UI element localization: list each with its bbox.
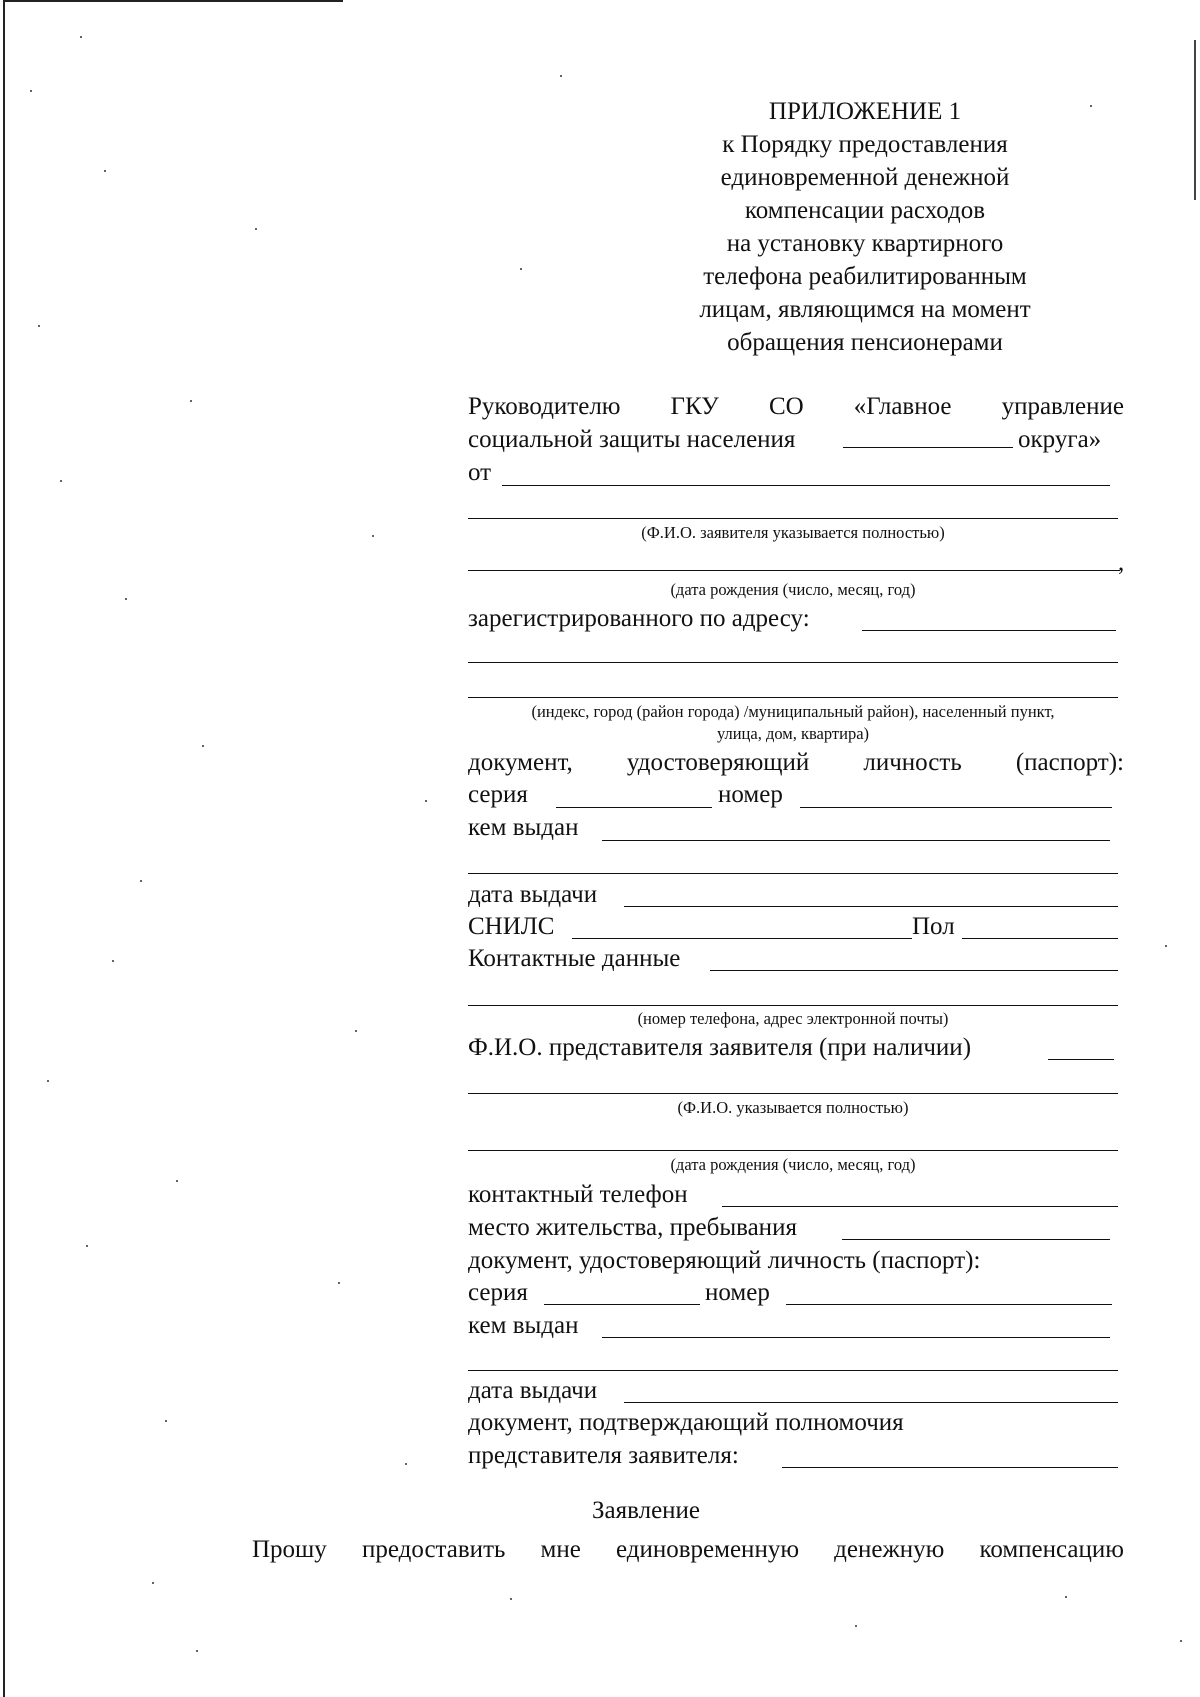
appendix-header: [640, 95, 1090, 359]
scan-speckle: [855, 1625, 857, 1627]
applicant-name-field[interactable]: [502, 485, 1110, 486]
rep-id-doc-label: документ, удостоверяющий личность (паспорт):: [468, 1247, 981, 1274]
snils-label: СНИЛС: [468, 913, 555, 940]
appendix-line: телефона реабилитированным: [703, 263, 1027, 290]
rep-fio-field[interactable]: [1048, 1059, 1114, 1060]
scan-speckle: [355, 1030, 357, 1032]
gender-field[interactable]: [962, 938, 1118, 939]
addressee-line-2-left: социальной защиты населения: [468, 426, 796, 453]
addressee-line-2-right: округа»: [1018, 426, 1102, 453]
registered-address-label: зарегистрированного по адресу:: [468, 605, 810, 632]
birthdate-field[interactable]: [468, 570, 1120, 571]
contacts-label: Контактные данные: [468, 945, 681, 972]
address-field-3[interactable]: [468, 697, 1118, 698]
rep-residence-label: место жительства, пребывания: [468, 1214, 797, 1241]
statement-title: Заявление: [592, 1497, 701, 1524]
scan-speckle: [1165, 945, 1167, 947]
addressee-word: ГКУ: [670, 393, 719, 420]
address-field-2[interactable]: [468, 662, 1118, 663]
rep-series-field[interactable]: [544, 1304, 700, 1305]
addressee-word: СО: [768, 393, 804, 420]
address-caption-1: (индекс, город (район города) /муниципальный район), населенный пункт,: [531, 702, 1055, 721]
address-field[interactable]: [862, 630, 1116, 631]
scan-edge: [3, 0, 343, 2]
statement-body: [252, 1535, 1124, 1565]
scan-speckle: [202, 745, 204, 747]
rep-birthdate-caption: (дата рождения (число, месяц, год): [670, 1155, 916, 1174]
gender-label: Пол: [912, 913, 955, 940]
scan-speckle: [520, 268, 522, 270]
number-field[interactable]: [800, 807, 1112, 808]
scan-edge: [1194, 40, 1196, 200]
id-doc-word: личность: [863, 749, 962, 776]
appendix-line: к Порядку предоставления: [722, 131, 1008, 158]
scan-speckle: [60, 480, 62, 482]
statement-word: Прошу: [252, 1536, 327, 1563]
scan-speckle: [112, 960, 114, 962]
scan-speckle: [372, 535, 374, 537]
snils-field[interactable]: [572, 938, 912, 939]
scan-speckle: [425, 800, 427, 802]
rep-issued-by-field[interactable]: [602, 1337, 1110, 1338]
appendix-line: единовременной денежной: [720, 164, 1010, 191]
scan-speckle: [1090, 105, 1092, 107]
scan-speckle: [104, 170, 106, 172]
contacts-field[interactable]: [710, 970, 1118, 971]
scan-speckle: [1065, 1596, 1067, 1598]
rep-phone-field[interactable]: [722, 1206, 1118, 1207]
scan-speckle: [86, 1245, 88, 1247]
scan-speckle: [47, 1080, 49, 1082]
applicant-name-field-2[interactable]: [468, 518, 1118, 519]
id-doc-word: (паспорт):: [1015, 749, 1124, 776]
scan-speckle: [30, 90, 32, 92]
rep-fio-caption: (Ф.И.О. указывается полностью): [677, 1098, 909, 1117]
scan-speckle: [165, 1420, 167, 1422]
scan-edge: [3, 0, 5, 1697]
scan-speckle: [38, 325, 40, 327]
addressee-line-1: [468, 392, 1124, 422]
rep-issued-by-label: кем выдан: [468, 1312, 579, 1339]
appendix-line: на установку квартирного: [726, 230, 1004, 257]
rep-fio-field-2[interactable]: [468, 1093, 1118, 1094]
issued-by-field[interactable]: [602, 840, 1110, 841]
rep-number-field[interactable]: [786, 1304, 1112, 1305]
id-doc-word: удостоверяющий: [626, 749, 810, 776]
issued-by-label: кем выдан: [468, 814, 579, 841]
addressee-word: управление: [1001, 393, 1124, 420]
appendix-line: обращения пенсионерами: [727, 329, 1003, 356]
statement-word: мне: [540, 1536, 581, 1563]
rep-residence-field[interactable]: [842, 1239, 1110, 1240]
comma: ,: [1118, 549, 1125, 576]
statement-word: единовременную: [616, 1536, 799, 1563]
rep-authority-label-1: документ, подтверждающий полномочия: [468, 1409, 904, 1436]
address-caption-2: улица, дом, квартира): [716, 724, 870, 743]
scan-speckle: [152, 1582, 154, 1584]
rep-fio-label: Ф.И.О. представителя заявителя (при наличии): [468, 1034, 972, 1061]
scan-speckle: [255, 228, 257, 230]
addressee-word: Руководителю: [468, 393, 621, 420]
rep-phone-label: контактный телефон: [468, 1181, 688, 1208]
series-field[interactable]: [556, 807, 712, 808]
statement-word: предоставить: [361, 1536, 506, 1563]
scan-speckle: [510, 1598, 512, 1600]
issue-date-field[interactable]: [624, 906, 1118, 907]
contacts-caption: (номер телефона, адрес электронной почты): [637, 1009, 949, 1028]
id-doc-label: [468, 748, 1124, 778]
rep-issue-date-label: дата выдачи: [468, 1377, 598, 1404]
rep-birthdate-field[interactable]: [468, 1150, 1118, 1151]
contacts-field-2[interactable]: [468, 1005, 1118, 1006]
scan-speckle: [190, 400, 192, 402]
number-label: номер: [718, 781, 783, 808]
rep-number-label: номер: [705, 1279, 770, 1306]
rep-issued-by-field-2[interactable]: [468, 1370, 1118, 1371]
rep-authority-field[interactable]: [782, 1467, 1118, 1468]
rep-series-label: серия: [468, 1279, 528, 1306]
scan-speckle: [140, 880, 142, 882]
scan-speckle: [176, 1180, 178, 1182]
issued-by-field-2[interactable]: [468, 873, 1118, 874]
appendix-title: ПРИЛОЖЕНИЕ 1: [768, 98, 962, 125]
rep-authority-label-2: представителя заявителя:: [468, 1442, 739, 1469]
addressee-word: «Главное: [853, 393, 952, 420]
scan-speckle: [80, 36, 82, 38]
scan-speckle: [405, 1463, 407, 1465]
scan-speckle: [338, 1282, 340, 1284]
district-field[interactable]: [843, 447, 1013, 448]
appendix-line: лицам, являющимся на момент: [699, 296, 1031, 323]
id-doc-word: документ,: [468, 749, 573, 776]
scan-speckle: [560, 75, 562, 77]
statement-word: компенсацию: [979, 1536, 1124, 1563]
scan-speckle: [125, 598, 127, 600]
issue-date-label: дата выдачи: [468, 881, 598, 908]
rep-issue-date-field[interactable]: [624, 1402, 1118, 1403]
statement-word: денежную: [834, 1536, 945, 1563]
appendix-line: компенсации расходов: [744, 197, 986, 224]
scan-speckle: [1180, 1640, 1182, 1642]
fio-caption: (Ф.И.О. заявителя указывается полностью): [641, 523, 945, 542]
birthdate-caption: (дата рождения (число, месяц, год): [670, 580, 916, 599]
series-label: серия: [468, 781, 528, 808]
scan-speckle: [196, 1650, 198, 1652]
from-label: от: [468, 459, 492, 486]
